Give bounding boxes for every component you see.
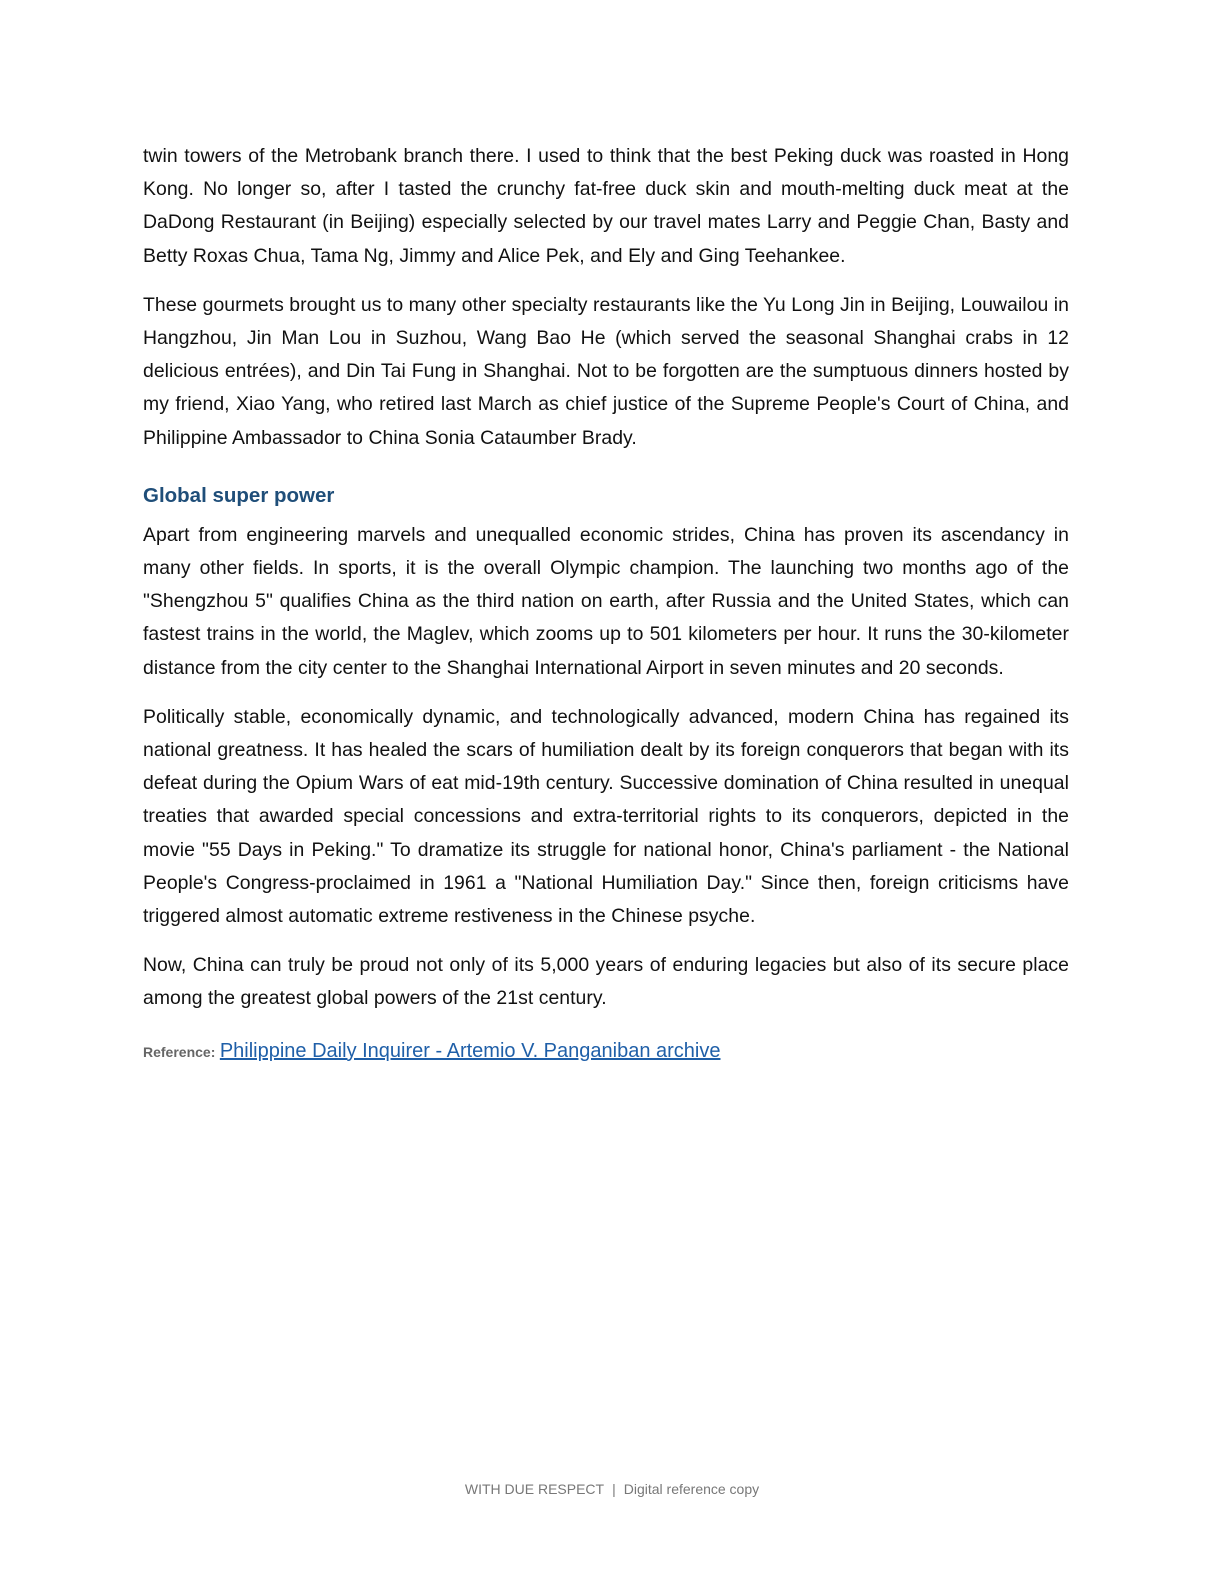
document-body (143, 140, 1069, 1068)
reference-label: Reference: (143, 1043, 216, 1060)
footer-subtitle: Digital reference copy (623, 1481, 760, 1497)
body-paragraph-intro-1: twin towers of the Metrobank branch there. I used to think that the best Peking duck was roasted in Hong Kong. No longer so, after I tasted the crunchy fat-free duck skin and mouth-melting duck meat at the DaDong Restaurant (in Beijing) especially selected by our travel mates Larry and Peggie Chan, Basty and Betty Roxas Chua, Tama Ng, Jimmy and Alice Pek, and Ely and Ging Teehankee. (143, 145, 1069, 267)
page-footer (0, 1479, 1224, 1499)
body-paragraph-section-2: Politically stable, economically dynamic, and technologically advanced, modern China has regained its national greatness. It has healed the scars of humiliation dealt by its foreign conquerors that began with its defeat during the Opium Wars of eat mid-19th century. Successive domination of China resulted in unequal treaties that awarded special concessions and extra-territorial rights to its conquerors, depicted in the movie "55 Days in Peking." To dramatize its struggle for national honor, China's parliament - the National People's Congress-proclaimed in 1961 a "National Humiliation Day." Since then, foreign criticisms have triggered almost automatic extreme restiveness in the Chinese psyche. (143, 705, 1069, 928)
reference-line (143, 1036, 1069, 1068)
section-heading: Global super power (143, 483, 335, 507)
body-paragraph-intro-2: These gourmets brought us to many other specialty restaurants like the Yu Long Jin in Beijing, Louwailou in Hangzhou, Jin Man Lou in Suzhou, Wang Bao He (which served the seasonal Shanghai crabs in 12 delicious entrées), and Din Tai Fung in Shanghai. Not to be forgotten are the sumptuous dinners hosted by my friend, Xiao Yang, who retired last March as chief justice of the Supreme People's Court of China, and Philippine Ambassador to China Sonia Cataumber Brady. (143, 293, 1069, 449)
footer-title: WITH DUE RESPECT (464, 1481, 605, 1497)
reference-link[interactable]: Philippine Daily Inquirer - Artemio V. Panganiban archive (219, 1039, 721, 1062)
footer-separator: | (612, 1481, 616, 1497)
body-paragraph-section-3: Now, China can truly be proud not only of its 5,000 years of enduring legacies but also of its secure place among the greatest global powers of the 21st century. (143, 954, 1069, 1010)
body-paragraph-section-1: Apart from engineering marvels and unequalled economic strides, China has proven its ascendancy in many other fields. In sports, it is the overall Olympic champion. The launching two months ago of the "Shengzhou 5" qualifies China as the third nation on earth, after Russia and the United States, which can fastest trains in the world, the Maglev, which zooms up to 501 kilometers per hour. It runs the 30-kilometer distance from the city center to the Shanghai International Airport in seven minutes and 20 seconds. (143, 523, 1069, 679)
